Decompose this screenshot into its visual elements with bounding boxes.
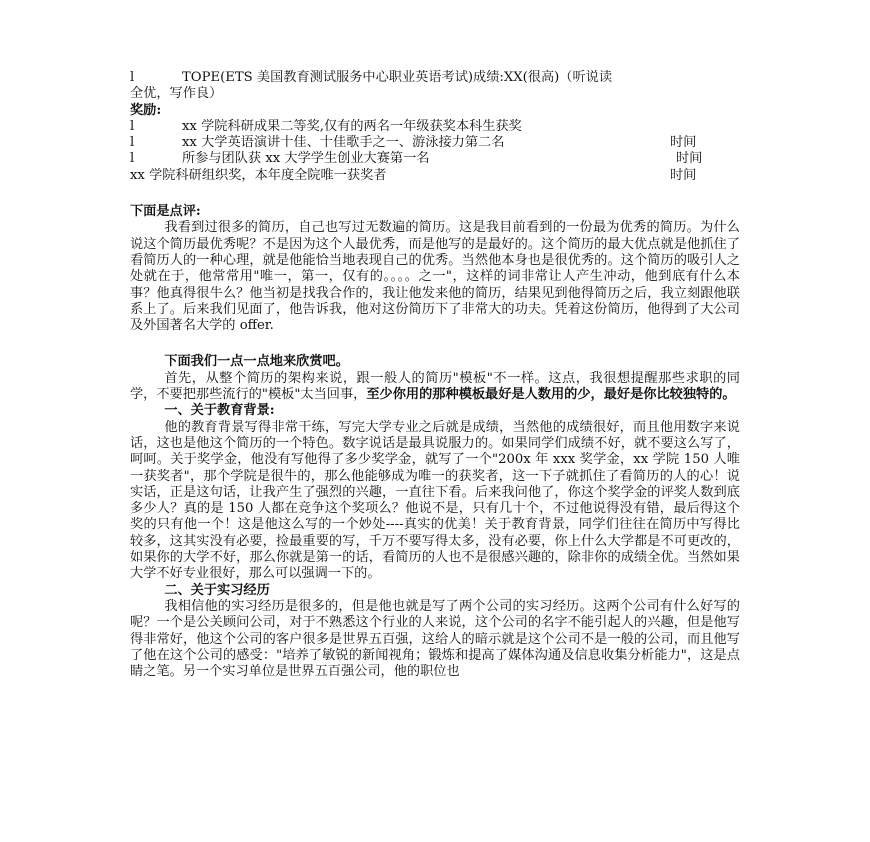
award-item <box>130 168 740 184</box>
award-text: xx 大学英语演讲十佳、十佳歌手之一、游泳接力第二名 <box>182 135 505 151</box>
education-heading: 一、关于教育背景: <box>164 403 275 419</box>
award-text: xx 学院科研成果二等奖,仅有的两名一年级获奖本科生获奖 <box>182 118 522 134</box>
appreciate-emphasis: 至少你用的那种模板最好是人数用的少，最好是你比较独特的。 <box>366 387 736 403</box>
award-item <box>130 119 740 135</box>
list-bullet: l <box>130 135 135 151</box>
document-page <box>130 70 740 680</box>
award-time: 时间 <box>670 167 697 183</box>
internship-paragraph: 我相信他的实习经历是很多的，但是他也就是写了两个公司的实习经历。这两个公司有什么好写的呢？一个是公关顾问公司，对于不熟悉这个行业的人来说，这个公司的名字不能引起人的兴趣，但是他写得非常好，他这个公司的客户很多是世界五百强，这给人的暗示就是这个公司不是一般的公司，而且他写了他在这个公司的感受："培养了敏锐的新闻视角；锻炼和提高了媒体沟通及信息收集分析能力"，这是点睛之笔。另一个实习单位是世界五百强公司，他的职位也 <box>130 598 740 680</box>
award-item <box>130 151 740 167</box>
tope-text: TOPE(ETS 美国教育测试服务中心职业英语考试)成绩:XX(很高)（听说读 <box>182 70 613 85</box>
appreciate-text: 首先，从整个简历的架构来说，跟一般人的简历"模板"不一样。这点，我很想提醒那些求职的同学，不要把那些流行的"模板"太当回事， <box>130 370 740 403</box>
review-heading: 下面是点评: <box>130 204 201 220</box>
list-bullet: l <box>130 118 135 134</box>
appreciate-heading: 下面我们一点一点地来欣赏吧。 <box>164 354 349 370</box>
tope-line-continued: 全优，写作良） <box>130 86 223 102</box>
appreciate-paragraph <box>130 371 740 404</box>
list-bullet: l <box>130 70 135 85</box>
award-text: 所参与团队获 xx 大学学生创业大赛第一名 <box>182 151 430 167</box>
internship-heading: 二、关于实习经历 <box>164 582 270 598</box>
tope-line <box>130 70 740 86</box>
award-item <box>130 135 740 151</box>
award-text: xx 学院科研组织奖，本年度全院唯一获奖者 <box>130 167 387 183</box>
education-paragraph: 他的教育背景写得非常干练，写完大学专业之后就是成绩，当然他的成绩很好，而且他用数字来说话，这也是他这个简历的一个特色。数字说话是最具说服力的。如果同学们成绩不好，就不要这么写了，呵呵。关于奖学金，他没有写他得了多少奖学金，就写了一个"200x 年 xxx 奖学金，xx 学院 150 人唯一获奖者"，那个学院是很牛的，那么他能够成为唯一的获奖者，这一下子就抓住了看简历的人的心！说实话，正是这句话，让我产生了强烈的兴趣，一直往下看。后来我问他了，你这个奖学金的评奖人数到底多少人？真的是 150 人都在竞争这个奖项么？他说不是，只有几十个，不过他说得没有错，最后得这个奖的只有他一个！这是他这么写的一个妙处----真实的优美！关于教育背景，同学们往往在简历中写得比较多，这其实没有必要，捡最重要的写，千万不要写得太多，没有必要，你上什么大学都是不可更改的，如果你的大学不好，那么你就是第一的话，看简历的人也不是很感兴趣的，除非你的成绩全优。当然如果大学不好专业很好，那么可以强调一下的。 <box>130 419 740 582</box>
award-time: 时间 <box>676 151 703 167</box>
awards-heading: 奖励: <box>130 102 162 118</box>
review-paragraph: 我看到过很多的简历，自己也写过无数遍的简历。这是我目前看到的一份最为优秀的简历。为什么说这个简历最优秀呢？不是因为这个人最优秀，而是他写的是最好的。这个简历的最大优点就是他抓住了看简历人的一种心理，就是他能恰当地表现自己的优秀。当然他本身也是很优秀的。这个简历的吸引人之处就在于，他常常用"唯一，第一，仅有的。。。。之一"，这样的词非常让人产生冲动，他到底有什么本事？他真得很牛么？他当初是找我合作的，我让他发来他的简历，结果见到他得简历之后，我立刻跟他联系上了。后来我们见面了，他告诉我，他对这份简历下了非常大的功夫。凭着这份简历，他得到了大公司及外国著名大学的 offer. <box>130 220 740 334</box>
award-time: 时间 <box>670 135 697 151</box>
list-bullet: l <box>130 151 135 167</box>
